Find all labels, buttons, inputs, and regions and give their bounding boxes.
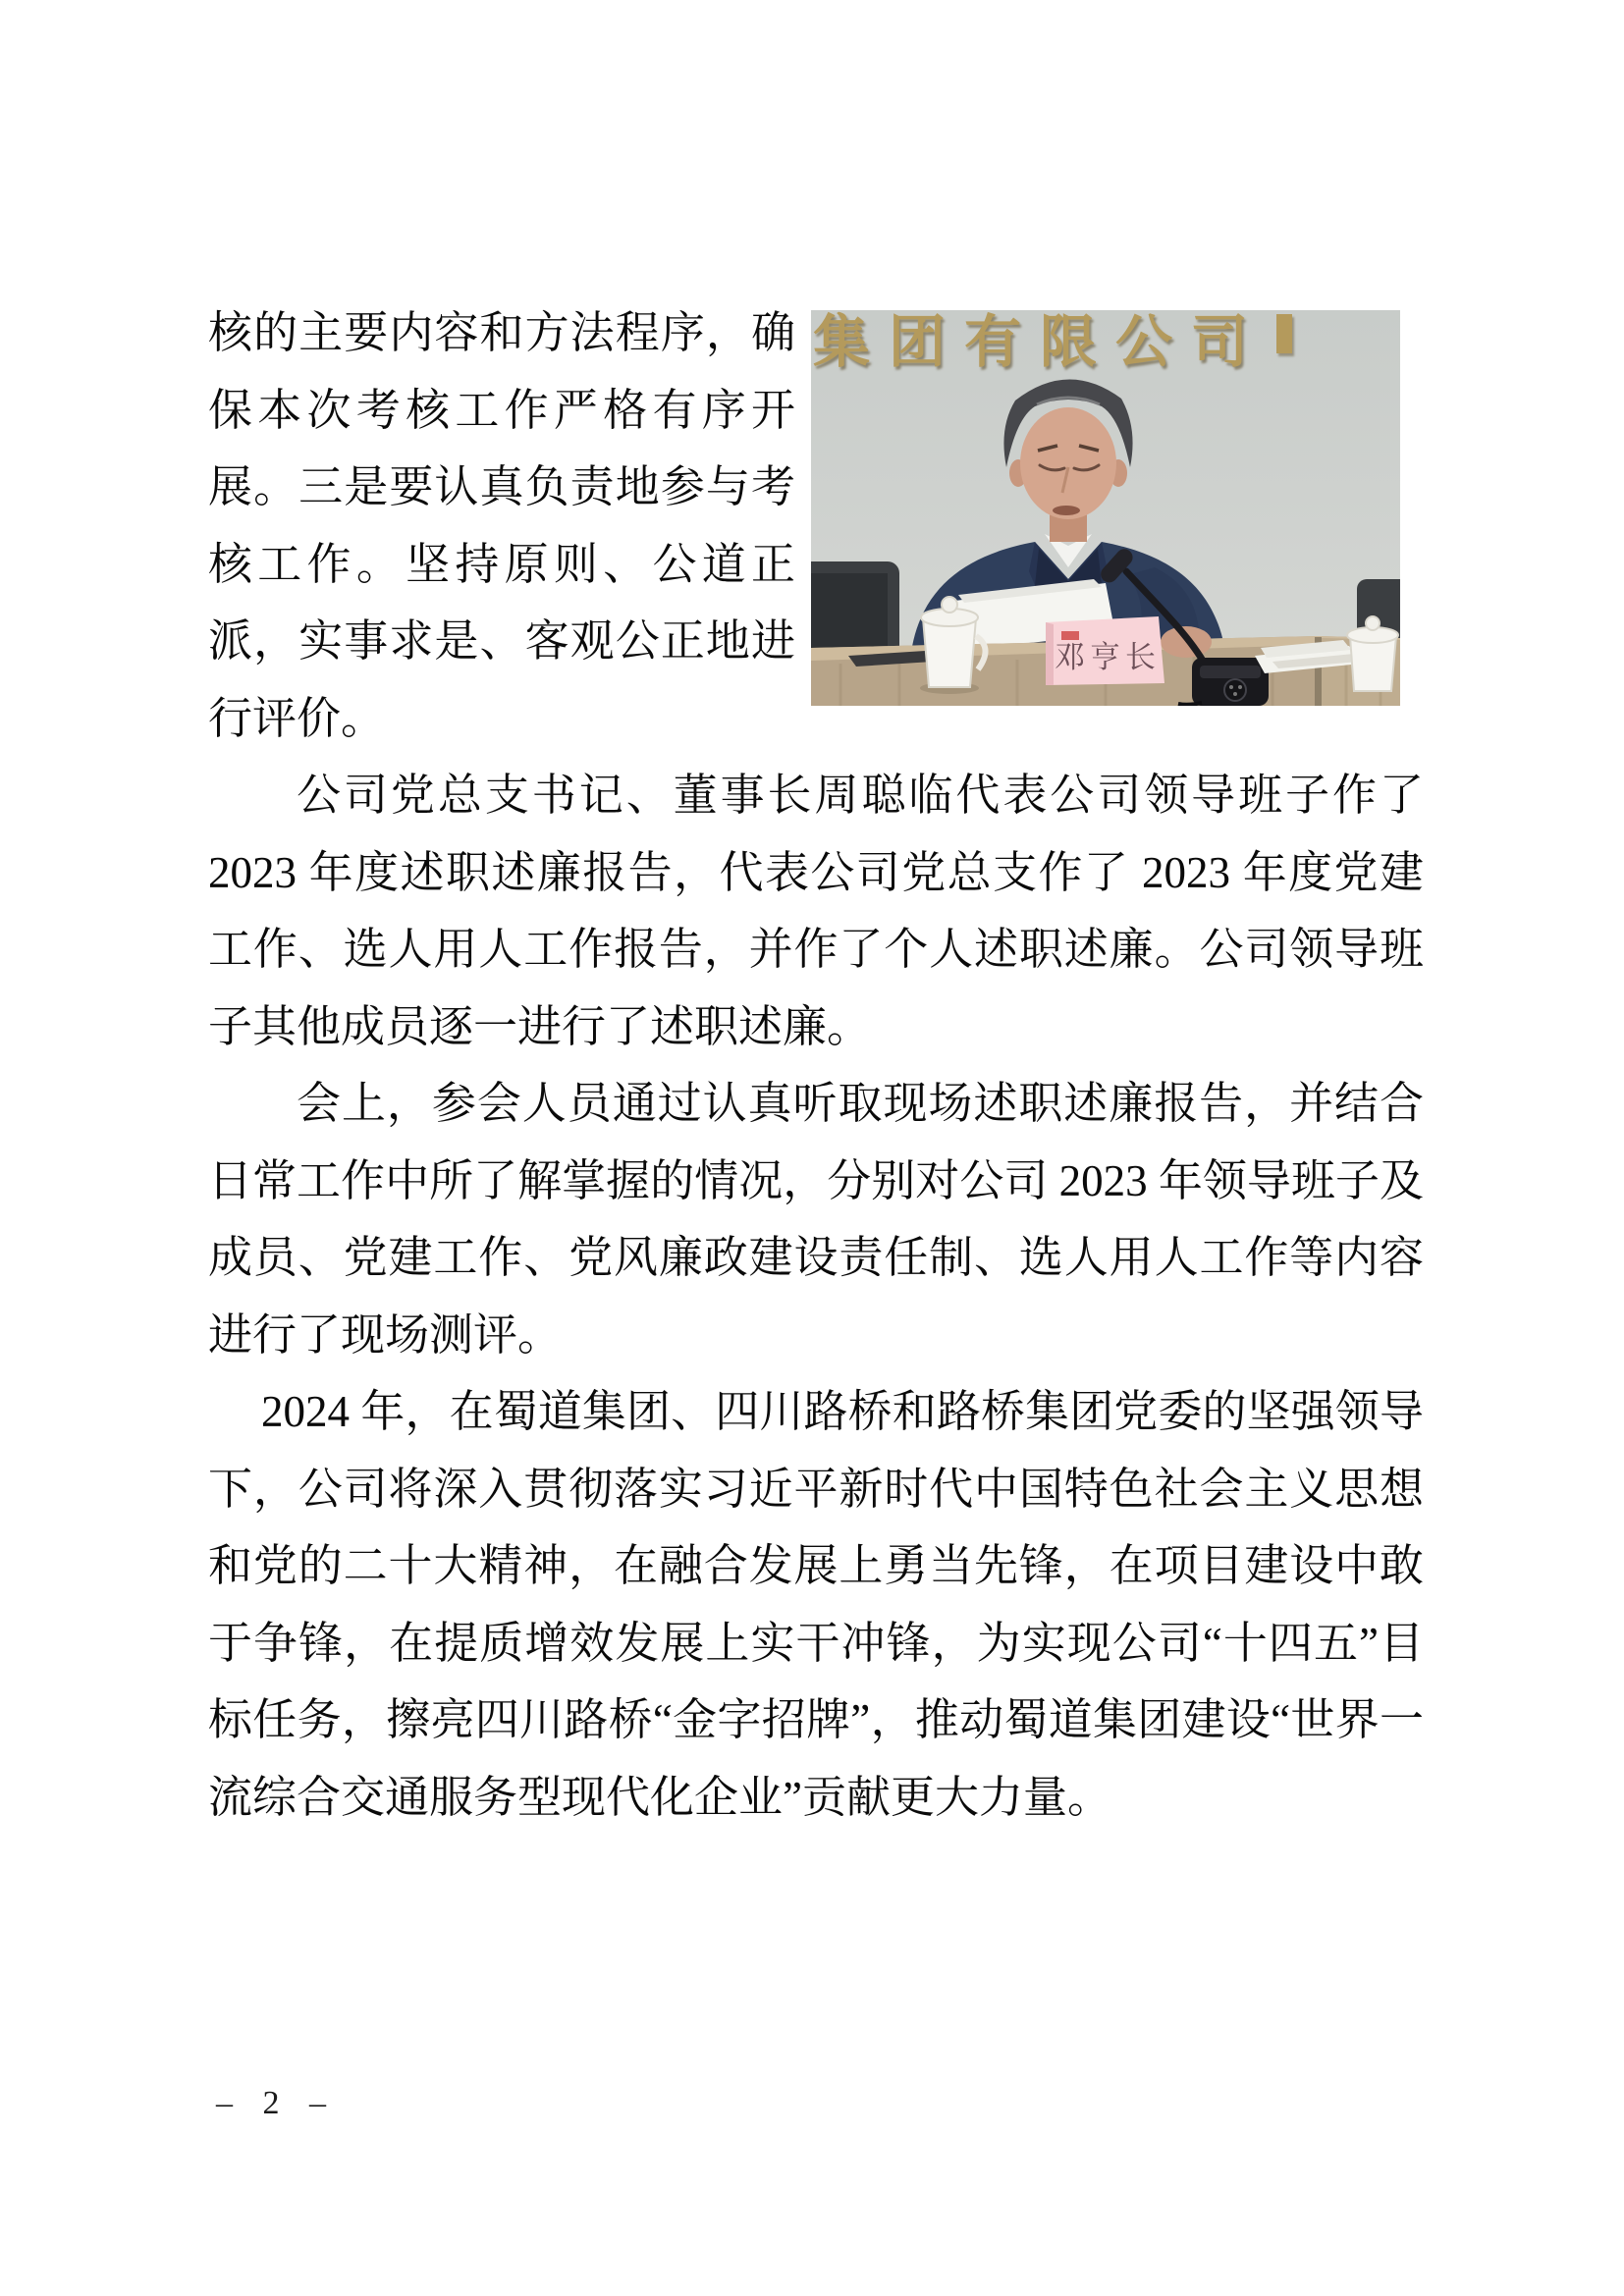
paragraph-4: 2024 年，在蜀道集团、四川路桥和路桥集团党委的坚强领导下，公司将深入贯彻落实习近平新时代中国特色社会主义思想和党的二十大精神，在融合发展上勇当先锋，在项目建设中敢于争锋，在提质增效发展上实干冲锋，为实现公司“十四五”目标任务，擦亮四川路桥“金字招牌”，推动蜀道集团建设“世界一流综合交通服务型现代化企业”贡献更大力量。 (208, 1387, 1424, 1822)
nameplate (1046, 616, 1164, 685)
office-chair-left-icon (811, 561, 899, 660)
wall-sign-text: 集团有限公司 (813, 310, 1268, 374)
paragraph-3: 会上，参会人员通过认真听取现场述职述廉报告，并结合日常工作中所了解掌握的情况，分别对公司 2023 年领导班子及成员、党建工作、党风廉政建设责任制、选人用人工作等内容进行了现场测评。 (208, 1079, 1424, 1360)
nameplate-text: 邓亨长 (1055, 640, 1161, 674)
meeting-photo (811, 310, 1400, 706)
page-number: – 2 – (216, 2085, 332, 2121)
paragraph-1-text: 核的主要内容和方法程序，确保本次考核工作严格有序开展。三是要认真负责地参与考核工作。坚持原则、公道正派，实事求是、客观公正地进行评价。 (208, 308, 795, 743)
paragraph-2: 公司党总支书记、董事长周聪临代表公司领导班子作了 2023 年度述职述廉报告，代表公司党总支作了 2023 年度党建工作、选人用人工作报告，并作了个人述职述廉。公司领导班子其他成员逐一进行了述职述廉。 (208, 771, 1424, 1051)
photo-scene (811, 310, 1400, 706)
body-text (208, 294, 1424, 1836)
paragraph-1 (208, 294, 1424, 757)
